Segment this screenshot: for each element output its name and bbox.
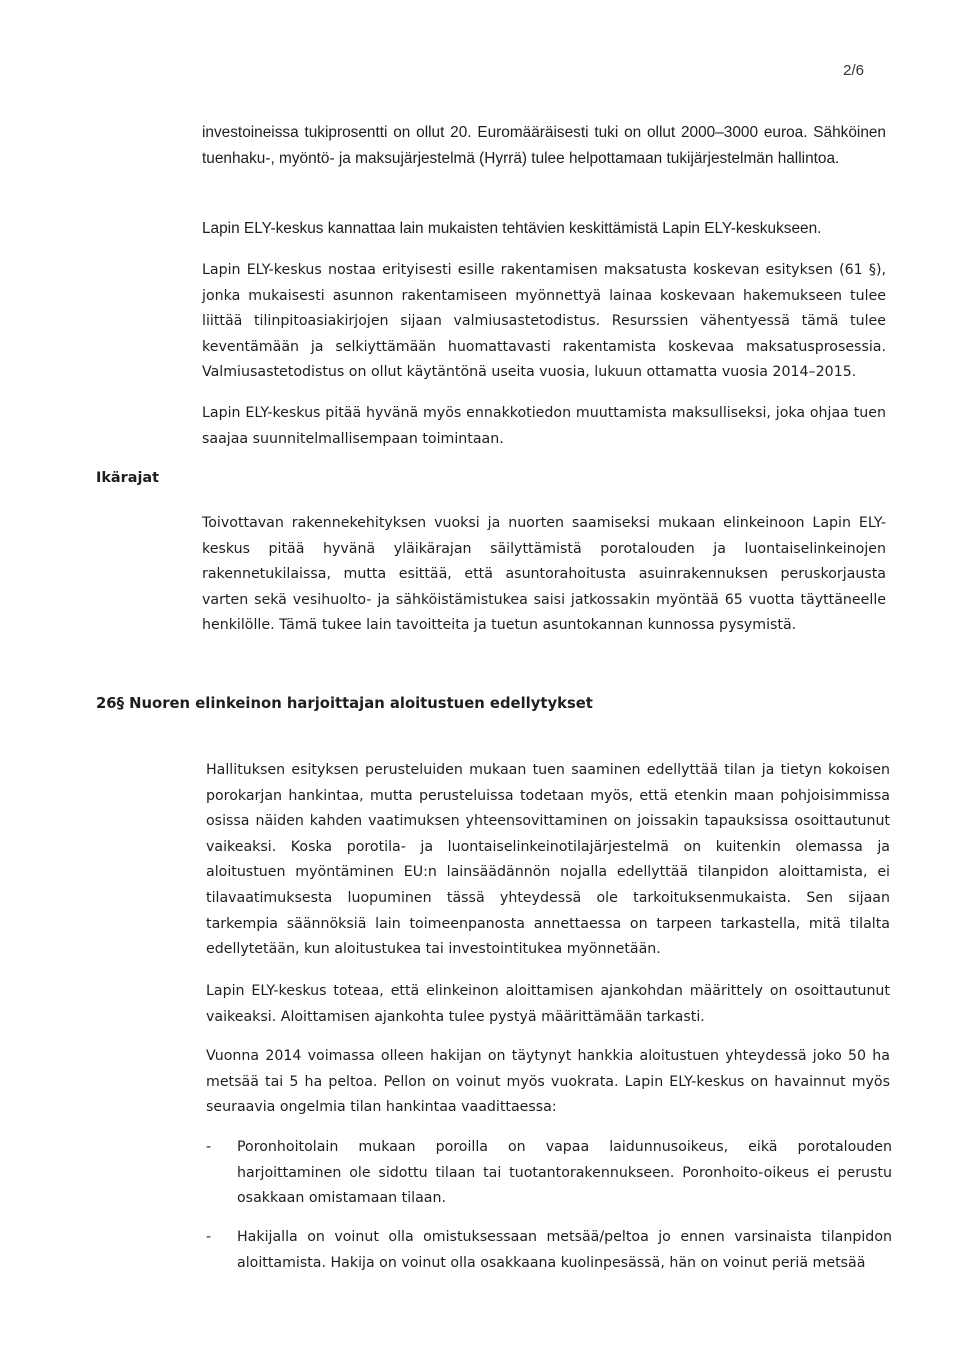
section26-paragraph-2: Lapin ELY-keskus toteaa, että elinkeinon aloittamisen ajankohdan määrittely on osoittautunut vaikeaksi. Aloittamisen ajankohta tulee pystyä määrittämään tarkasti. — [206, 983, 890, 1025]
intro-paragraph-1: investoineissa tukiprosentti on ollut 20. Euromääräisesti tuki on ollut 2000–3000 euroa. Sähköinen tuenhaku-, myöntö- ja maksujärjestelmä (Hyrrä) tulee helpottamaan tukijärjestelmän hallintoa. — [202, 124, 886, 167]
section26-paragraph-1: Hallituksen esityksen perusteluiden mukaan tuen saaminen edellyttää tilan ja tietyn kokoisen porokarjan hankintaa, mutta perusteluissa todetaan myös, että etenkin maan pohjoisimmissa osissa näiden kahden vaatimuksen yhteensovittaminen on joissakin tapauksissa osoittautunut vaikeaksi. Koska porotila- ja luontaiselinkeinotilajärjestelmä on kuitenkin olemassa ja aloitustuen myöntäminen EU:n lainsäädännön nojalla edellyttää tilanpidon aloittamista, ei tilavaatimuksesta luopuminen tässä yhteydessä ole tarkoituksenmukaista. Sen sijaan tarkempia säännöksiä lain toimeenpanosta annettaessa on tarpeen tarkastella, mitä tilalta edellytetään, kun aloitustukea tai investointitukea myönnetään. — [206, 762, 890, 958]
intro-paragraph-3: Lapin ELY-keskus nostaa erityisesti esille rakentamisen maksatusta koskevan esityksen (61 §), jonka mukaisesti asunnon rakentamiseen myönnettyä lainaa koskevaan hakemukseen tulee liittää tilinpitoasiakirjojen sijaan valmiusastetodistus. Resurssien vähentyessä tämä tulee keventämään ja selkiyttämään huomattavasti rakentamista koskevaa maksatusprosessia. Valmiusastetodistus on ollut käytäntönä useita vuosia, lukuun ottamatta vuosia 2014–2015. — [202, 262, 886, 381]
intro-paragraph-2: Lapin ELY-keskus kannattaa lain mukaisten tehtävien keskittämistä Lapin ELY-keskukseen. — [202, 220, 822, 237]
page-number: 2/6 — [843, 62, 864, 79]
intro-paragraph-4: Lapin ELY-keskus pitää hyvänä myös ennakkotiedon muuttamista maksulliseksi, joka ohjaa tuen saajaa suunnitelmallisempaan toimintaan. — [202, 405, 886, 447]
bullet-text: Hakijalla on voinut olla omistuksessaan metsää/peltoa jo ennen varsinaista tilanpidon aloittamista. Hakija on voinut olla osakkaana kuolinpesässä, hän on voinut periä metsää — [237, 1229, 892, 1271]
margin-label-ikarajat: Ikärajat — [96, 470, 159, 486]
bullet-dash: - — [206, 1139, 212, 1155]
section-heading-26: 26§ Nuoren elinkeinon harjoittajan aloitustuen edellytykset — [96, 695, 593, 712]
section26-paragraph-3: Vuonna 2014 voimassa olleen hakijan on täytynyt hankkia aloitustuen yhteydessä joko 50 ha metsää tai 5 ha peltoa. Pellon on voinut myös vuokrata. Lapin ELY-keskus on havainnut myös seuraavia ongelmia tilan hankintaa vaadittaessa: — [206, 1048, 890, 1116]
bullet-text: Poronhoitolain mukaan poroilla on vapaa laidunnusoikeus, eikä porotalouden harjoittaminen ole sidottu tilaan tai tuotantorakennukseen. Poronhoito-oikeus ei perustu osakkaan omistamaan tilaan. — [237, 1139, 892, 1207]
ikarajat-paragraph: Toivottavan rakennekehityksen vuoksi ja nuorten saamiseksi mukaan elinkeinoon Lapin ELY-keskus pitää hyvänä yläikärajan säilyttämistä porotalouden ja luontaiselinkeinojen rakennetukilaissa, mutta esittää, että asuntorahoitusta asuinrakennuksen peruskorjausta varten sekä vesihuolto- ja sähköistämistukea saisi jatkossakin myöntää 65 vuotta täyttäneelle henkilölle. Tämä tukee lain tavoitteita ja tuetun asuntokannan kunnossa pysymistä. — [202, 515, 886, 634]
bullet-dash: - — [206, 1229, 212, 1245]
